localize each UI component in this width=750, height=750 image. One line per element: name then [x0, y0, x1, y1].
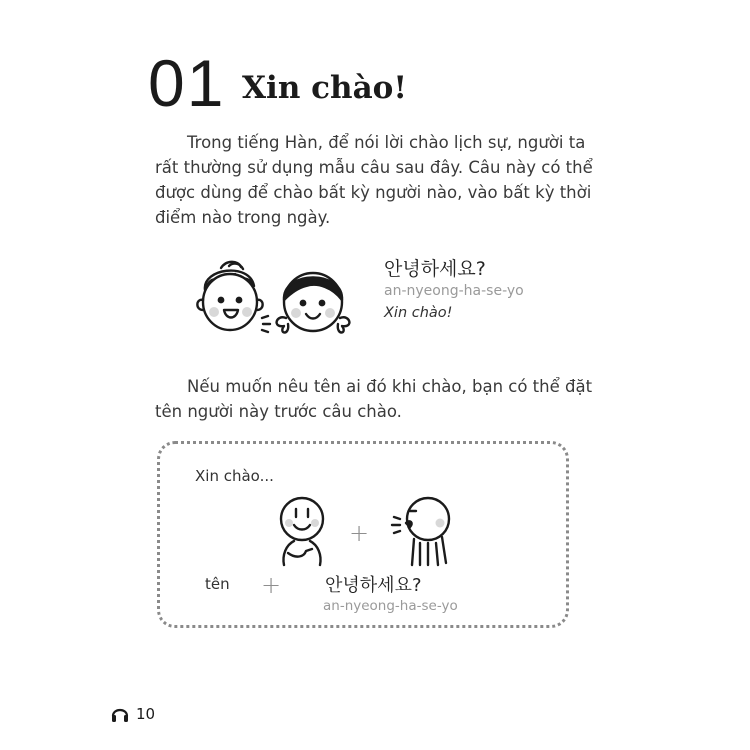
example-korean: 안녕하세요? — [325, 575, 422, 596]
greeting-romanization: an-nyeong-ha-se-yo — [384, 283, 524, 299]
greeting-illustration — [188, 260, 363, 340]
lesson-number: 01 — [148, 46, 226, 120]
name-placeholder: tên — [205, 575, 230, 593]
headphones-icon[interactable] — [110, 705, 130, 723]
lesson-title: Xin chào! — [242, 70, 407, 106]
name-note-text: Nếu muốn nêu tên ai đó khi chào, bạn có thể đặt tên người này trước câu chào. — [155, 377, 593, 421]
page-number: 10 — [136, 705, 156, 723]
person-pointing-illustration — [272, 493, 340, 568]
boy-face-illustration — [197, 262, 270, 332]
example-box-label: Xin chào... — [195, 467, 274, 485]
plus-sign: + — [349, 519, 370, 547]
greeting-korean: 안녕하세요? — [384, 258, 486, 280]
plus-sign: + — [261, 571, 282, 599]
girl-face-illustration — [277, 273, 350, 333]
example-romanization: an-nyeong-ha-se-yo — [323, 598, 458, 614]
greeting-translation: Xin chào! — [384, 305, 453, 321]
name-note-paragraph — [155, 374, 595, 424]
person-speaking-illustration — [390, 493, 456, 568]
intro-paragraph — [155, 130, 595, 230]
intro-text: Trong tiếng Hàn, để nói lời chào lịch sự, người ta rất thường sử dụng mẫu câu sau đây. Câu này có thể được dùng để chào bất kỳ người nào, vào bất kỳ thời điểm nào trong ngày. — [155, 133, 593, 227]
page-footer — [110, 705, 155, 723]
